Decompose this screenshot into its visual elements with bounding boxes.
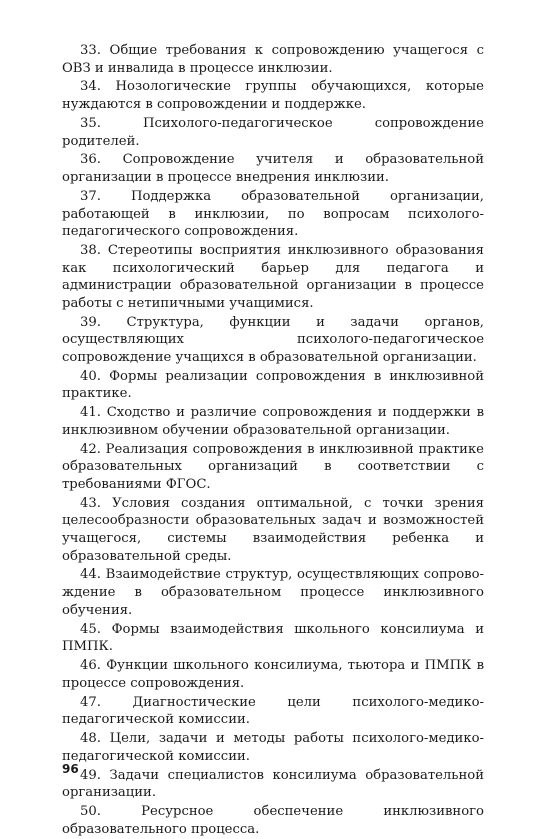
list-item: 37. Поддержка образовательной организации, работающей в инклюзии, по вопросам психолого-педагогического сопровождения. (62, 188, 484, 240)
list-item: 49. Задачи специалистов консилиума образовательной организации. (62, 767, 484, 801)
list-item: 46. Функции школьного консилиума, тьютора и ПМПК в процессе сопровождения. (62, 658, 484, 691)
list-item: 48. Цели, задачи и методы работы психолого-медико-педагогической комиссии. (62, 731, 484, 764)
list-item: 41. Сходство и различие сопровождения и поддержки в инклюзивном обучении образовательной организации. (62, 405, 484, 438)
list-item: 34. Нозологические группы обучающихся, которые нуждаются в сопровождении и поддержке. (62, 79, 484, 113)
list-item: 38. Стереотипы восприятия инклюзивного образования как психологический барьер для педагога и администрации образовательной организации в процессе работы с нетипичными учащимися. (62, 243, 484, 311)
list-item: 45. Формы взаимодействия школьного консилиума и ПМПК. (62, 621, 484, 655)
list-item: 42. Реализация сопровождения в инклюзивной практике образовательных организаций в соответствии с требованиями ФГОС. (62, 441, 484, 492)
list-item: 44. Взаимодействие структур, осуществляющих сопровождение в образовательном процессе инклюзивного обучения. (62, 567, 484, 618)
list-item: 36. Сопровождение учителя и образовательной организации в процессе внедрения инклюзии. (62, 152, 484, 186)
page-number: 96 (62, 762, 79, 776)
list-item: 40. Формы реализации сопровождения в инклюзивной практике. (62, 368, 484, 402)
list-item: 50. Ресурсное обеспечение инклюзивного образовательного процесса. (62, 803, 484, 837)
list-item: 47. Диагностические цели психолого-медико-педагогической комиссии. (62, 694, 484, 728)
list-item: 39. Структура, функции и задачи органов, осуществляющих психолого-педагогическое сопровождение учащихся в образовательной организации. (62, 314, 484, 365)
list-item: 35. Психолого-педагогическое сопровождение родителей. (62, 115, 484, 149)
list-item: 43. Условия создания оптимальной, с точки зрения целесообразности образовательных задач и возможностей учащегося, системы взаимодействия ребенка и образовательной среды. (62, 495, 484, 564)
list-item: 33. Общие требования к сопровождению учащегося с ОВЗ и инвалида в процессе инклюзии. (62, 43, 484, 76)
question-list (62, 42, 484, 839)
